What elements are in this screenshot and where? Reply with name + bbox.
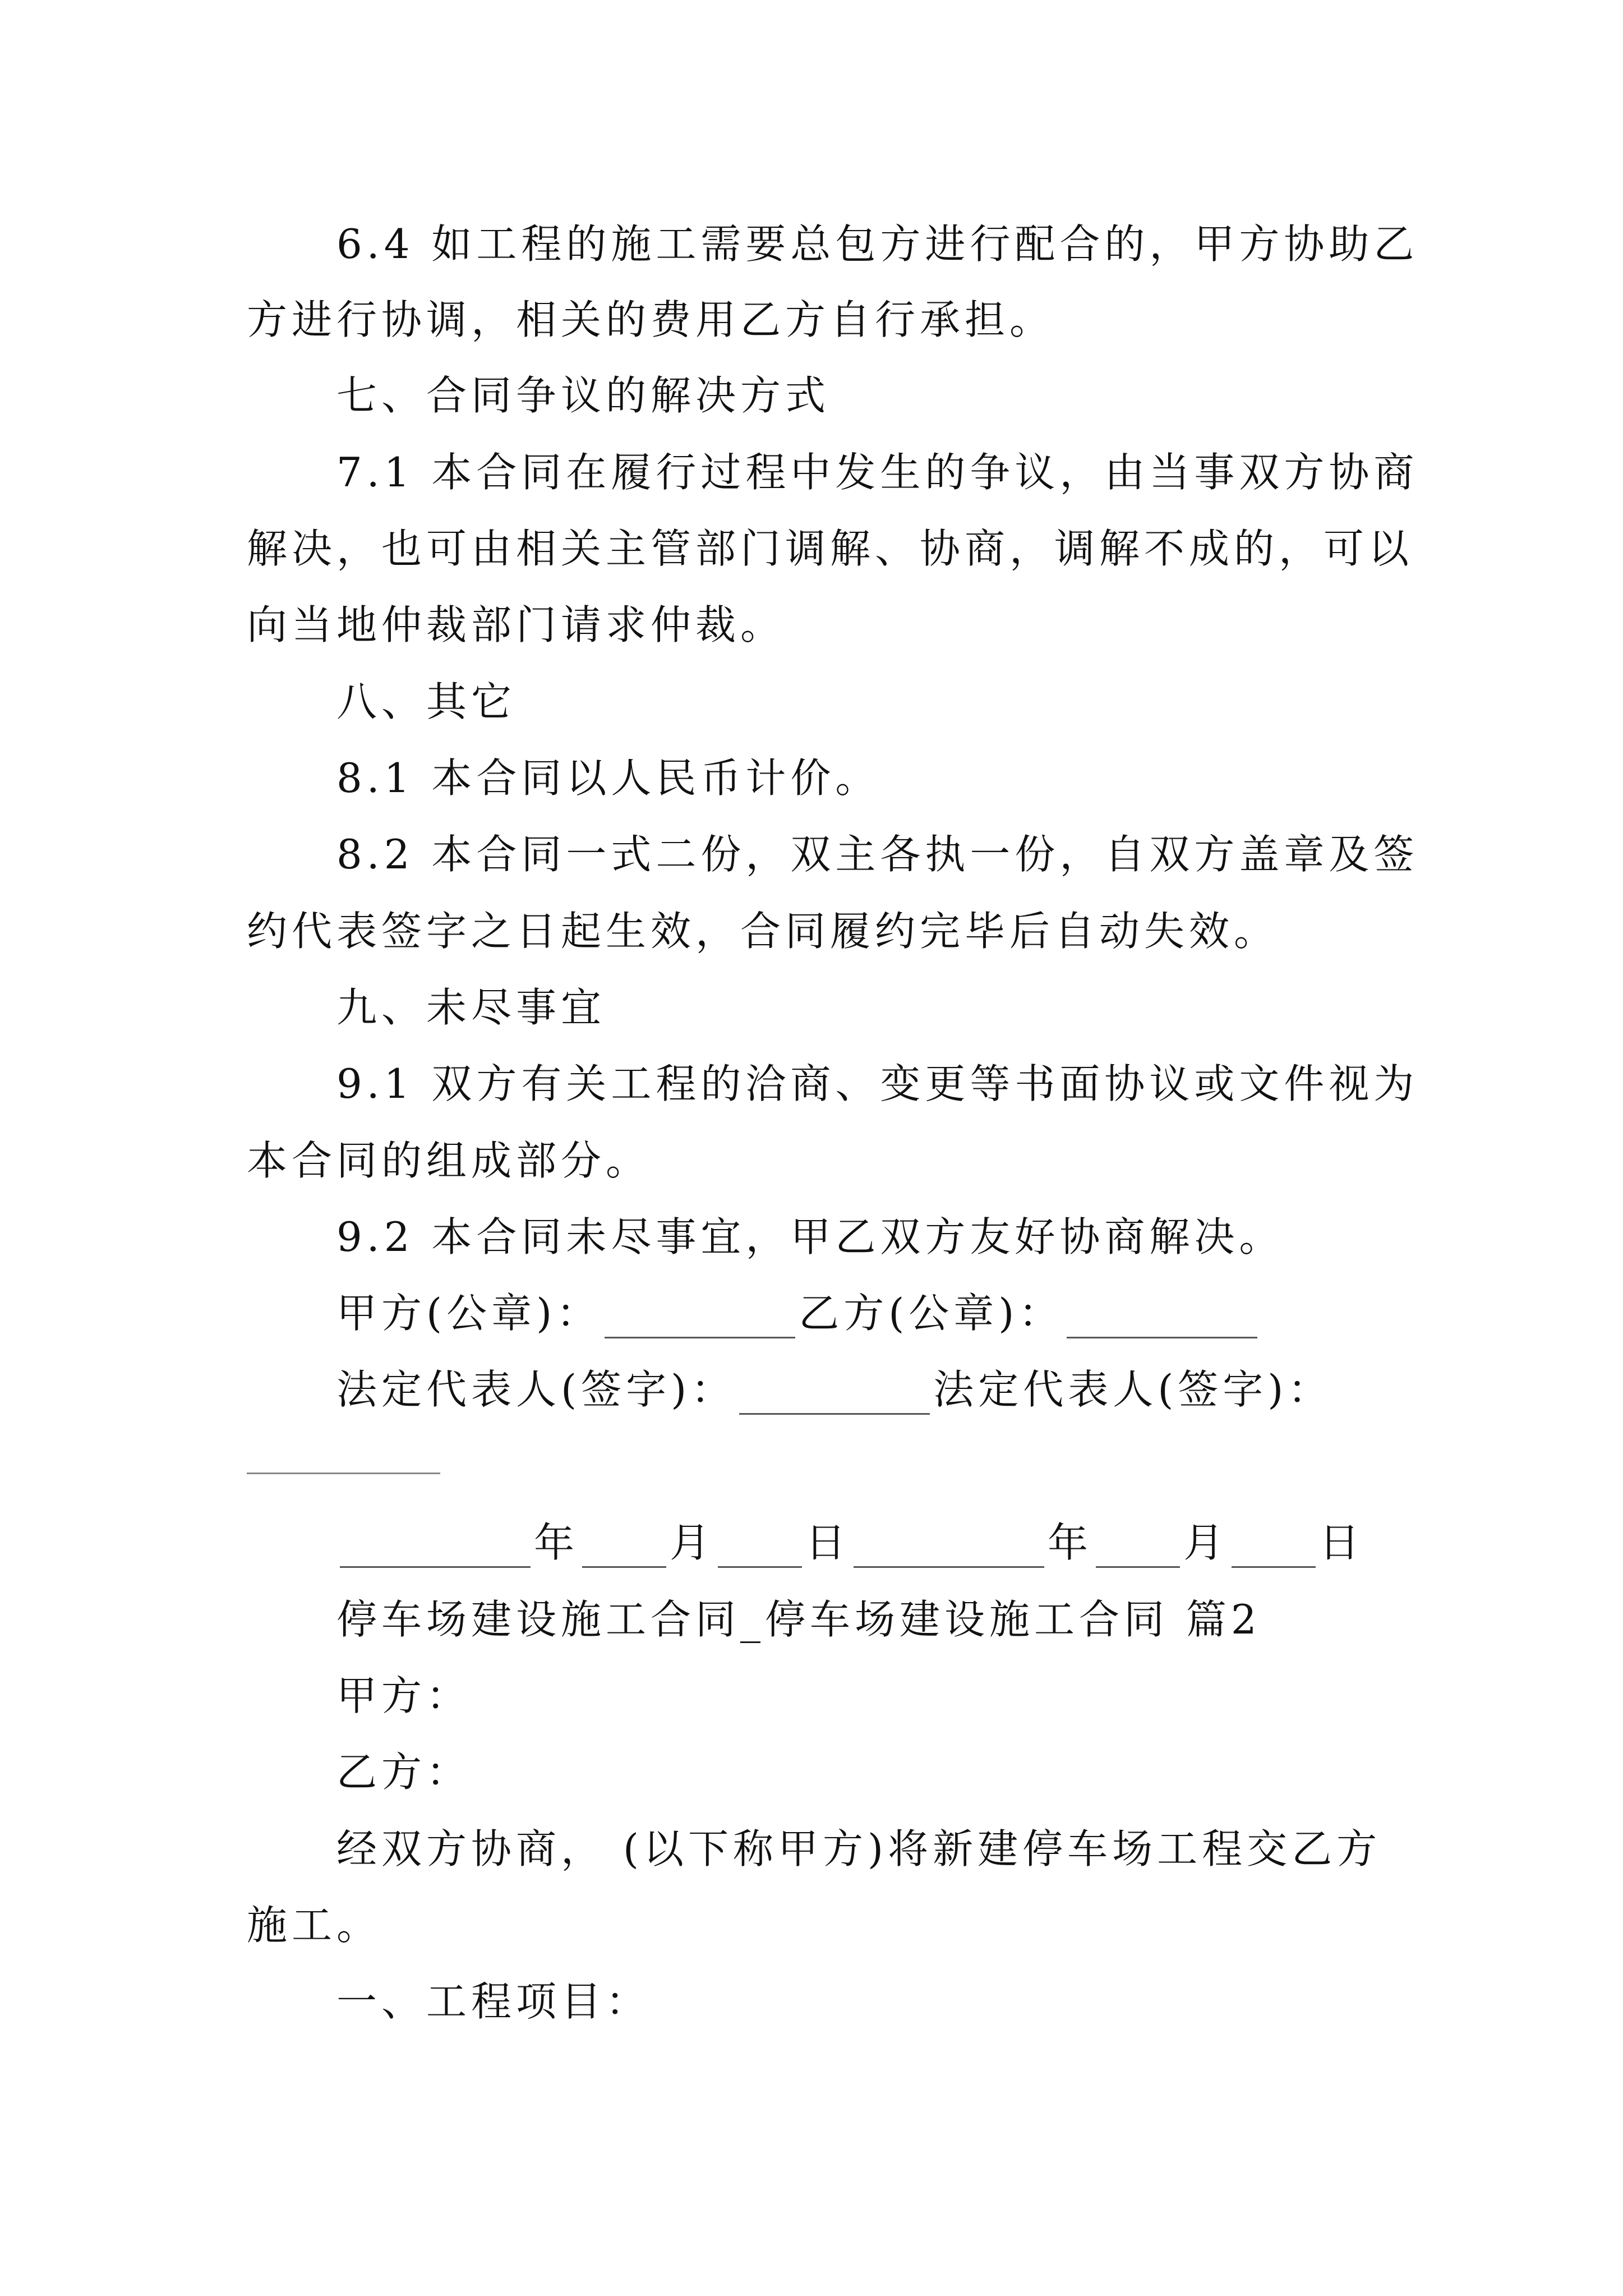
date-b-month-blank: [1096, 1527, 1180, 1568]
paragraph-6-4-line-2: 方进行协调，相关的费用乙方自行承担。: [247, 296, 1055, 343]
party-b-line: 乙方：: [336, 1749, 472, 1796]
paragraph-8-2-line-2: 约代表签字之日起生效，合同履约完毕后自动失效。: [247, 908, 1279, 955]
date-a-year-blank: [340, 1527, 531, 1568]
intro-paragraph-line-1: 经双方协商， (以下称甲方)将新建停车场工程交乙方: [336, 1825, 1382, 1872]
rep-b-label: 法定代表人(签字)：: [933, 1366, 1333, 1413]
date-a-day-blank: [718, 1527, 802, 1568]
party-b-seal-label: 乙方(公章)：: [799, 1290, 1064, 1337]
contract-2-title: 停车场建设施工合同_停车场建设施工合同 篇2: [336, 1596, 1261, 1643]
rep-a-blank: [739, 1374, 930, 1415]
paragraph-8-1: 8.1 本合同以人民币计价。: [336, 754, 880, 802]
paragraph-8-2-line-1: 8.2 本合同一式二份，双主各执一份，自双方盖章及签: [336, 831, 1419, 878]
date-a-month-blank: [582, 1527, 666, 1568]
intro-paragraph-line-2: 施工。: [247, 1902, 382, 1949]
paragraph-7-1-line-1: 7.1 本合同在履行过程中发生的争议，由当事双方协商: [336, 449, 1419, 496]
party-a-line: 甲方：: [336, 1672, 472, 1719]
date-a-year-label: 年: [534, 1519, 579, 1566]
paragraph-6-4-line-1: 6.4 如工程的施工需要总包方进行配合的，甲方协助乙: [336, 220, 1419, 268]
paragraph-9-1-line-1: 9.1 双方有关工程的洽商、变更等书面协议或文件视为: [336, 1060, 1419, 1107]
date-b-day-blank: [1232, 1527, 1316, 1568]
date-b-day-label: 日: [1319, 1519, 1364, 1566]
date-b-year-label: 年: [1048, 1519, 1093, 1566]
rep-a-label: 法定代表人(签字)：: [336, 1366, 736, 1413]
party-seal-row: [336, 1288, 1261, 1338]
paragraph-7-1-line-3: 向当地仲裁部门请求仲裁。: [247, 601, 786, 648]
rep-b-blank: [247, 1473, 440, 1474]
date-row: [336, 1517, 1364, 1568]
section-9-heading: 九、未尽事宜: [336, 984, 606, 1031]
party-a-seal-blank: [605, 1297, 795, 1338]
paragraph-9-1-line-2: 本合同的组成部分。: [247, 1137, 651, 1184]
section-7-heading: 七、合同争议的解决方式: [336, 372, 831, 419]
section-8-heading: 八、其它: [336, 678, 517, 725]
party-a-seal-label: 甲方(公章)：: [336, 1290, 602, 1337]
representative-row: [336, 1364, 1332, 1415]
paragraph-9-2: 9.2 本合同未尽事宜，甲乙双方友好协商解决。: [336, 1213, 1284, 1260]
date-b-year-blank: [854, 1527, 1044, 1568]
paragraph-7-1-line-2: 解决，也可由相关主管部门调解、协商，调解不成的，可以: [247, 525, 1414, 572]
section-1-heading: 一、工程项目：: [336, 1978, 651, 2025]
party-b-seal-blank: [1067, 1297, 1257, 1338]
date-a-month-label: 月: [670, 1519, 715, 1566]
date-b-month-label: 月: [1183, 1519, 1229, 1566]
date-a-day-label: 日: [805, 1519, 851, 1566]
